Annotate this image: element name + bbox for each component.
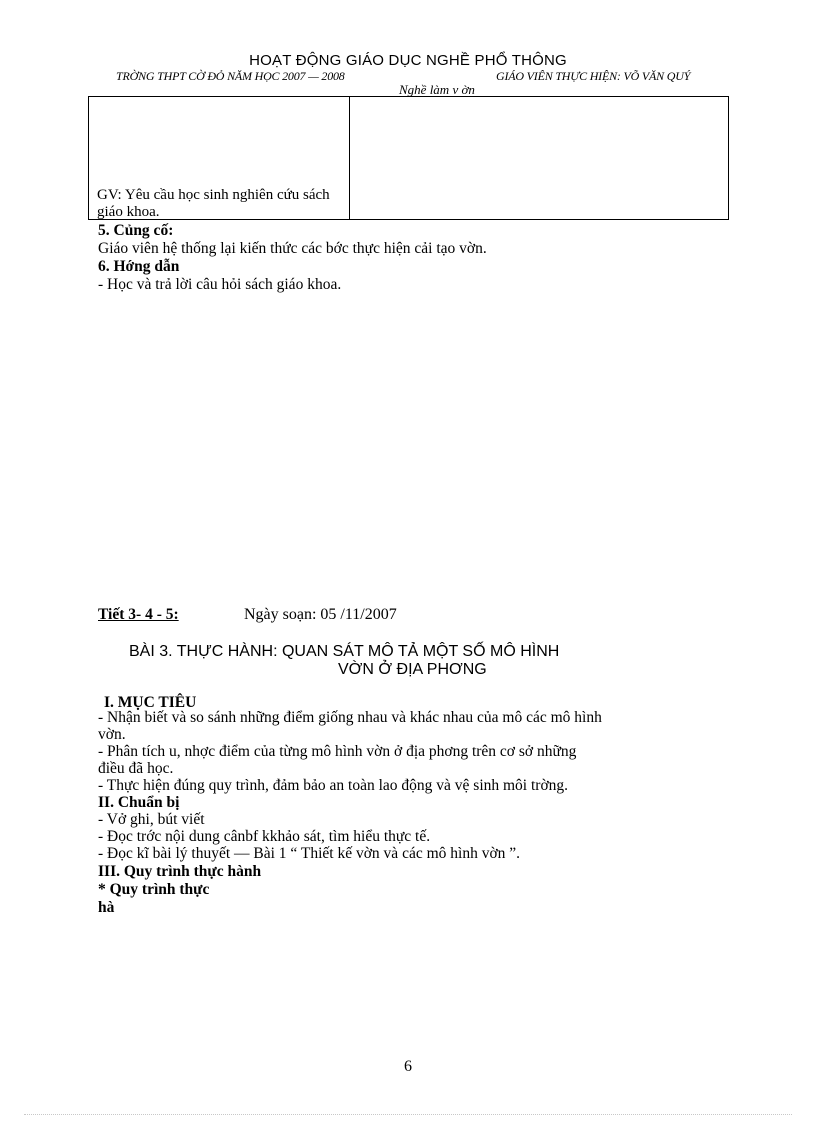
objective-item-3: - Thực hiện đúng quy trình, đảm bảo an toàn lao động và vệ sinh môi trờng. [98, 777, 569, 794]
lesson-table [88, 96, 729, 220]
page-number: 6 [404, 1058, 412, 1075]
procedure-subheading: * Quy trình thực [98, 881, 210, 898]
section5-heading: 5. Củng cố: [98, 222, 174, 239]
lesson-title-line2: VỜN Ở ĐỊA PHƠNG [338, 661, 487, 678]
page-footer-rule [24, 1114, 792, 1115]
table-column-divider [349, 97, 350, 219]
page-header-title: HOẠT ĐỘNG GIÁO DỤC NGHỀ PHỔ THÔNG [249, 52, 567, 69]
objective-item-2-cont: điều đã học. [98, 760, 174, 777]
objective-item-1: - Nhận biết và so sánh những điểm giống nhau và khác nhau của mô các mô hình [98, 709, 602, 726]
lesson-title-line1: BÀI 3. THỰC HÀNH: QUAN SÁT MÔ TẢ MỘT SỐ MÔ HÌNH [129, 643, 560, 660]
objective-item-1-cont: vờn. [98, 726, 126, 743]
preparation-heading: II. Chuẩn bị [98, 794, 180, 811]
section6-heading: 6. Hớng dẫn [98, 258, 180, 275]
section5-text: Giáo viên hệ thống lại kiến thức các bớc thực hiện cải tạo vờn. [98, 240, 487, 257]
procedure-heading: III. Quy trình thực hành [98, 863, 262, 880]
objectives-heading: I. MỤC TIÊU [104, 694, 197, 711]
preparation-item-1: - Vở ghi, bút viết [98, 811, 205, 828]
table-left-cell: GV: Yêu cầu học sinh nghiên cứu sách giáo khoa. [97, 187, 330, 220]
objective-item-2: - Phân tích u, nhợc điểm của từng mô hình vờn ở địa phơng trên cơ sở những [98, 743, 577, 760]
period-label: Tiết 3- 4 - 5: [98, 606, 179, 623]
preparation-item-3: - Đọc kĩ bài lý thuyết — Bài 1 “ Thiết kế vờn và các mô hình vờn ”. [98, 845, 521, 862]
teacher-line: GIÁO VIÊN THỰC HIỆN: VÕ VĂN QUÝ [496, 69, 691, 83]
section6-text: - Học và trả lời câu hỏi sách giáo khoa. [98, 276, 342, 293]
preparation-item-2: - Đọc trớc nội dung cânbf kkhảo sát, tìm hiểu thực tế. [98, 828, 431, 845]
subject-line: Nghề làm v ờn [399, 82, 475, 97]
prep-date: Ngày soạn: 05 /11/2007 [244, 606, 397, 623]
procedure-subheading-cont: hà [98, 899, 115, 916]
school-year-line: TRỜNG THPT CỜ ĐỎ NĂM HỌC 2007 — 2008 [116, 69, 345, 83]
